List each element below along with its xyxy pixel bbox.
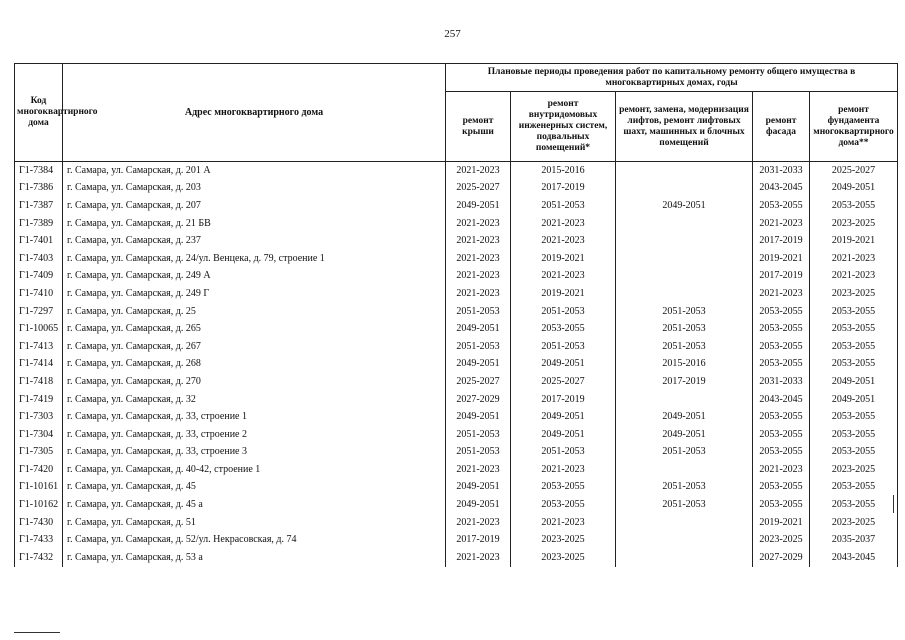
periods-group-header: Плановые периоды проведения работ по капитальному ремонту общего имущества в многоквартирных домах, годы bbox=[446, 64, 898, 92]
facade-header: ремонт фасада bbox=[753, 92, 810, 162]
cell-facade: 2053-2055 bbox=[753, 197, 810, 215]
cell-internal: 2053-2055 bbox=[511, 320, 616, 338]
cell-facade: 2031-2033 bbox=[753, 373, 810, 391]
cell-lifts bbox=[616, 391, 753, 409]
cell-code: Г1-7432 bbox=[15, 549, 63, 567]
cell-code: Г1-7389 bbox=[15, 215, 63, 233]
cell-address: г. Самара, ул. Самарская, д. 51 bbox=[63, 514, 446, 532]
cell-internal: 2023-2025 bbox=[511, 549, 616, 567]
roof-header: ремонт крыши bbox=[446, 92, 511, 162]
cell-foundation: 2053-2055 bbox=[810, 197, 898, 215]
cell-facade: 2043-2045 bbox=[753, 391, 810, 409]
page-number: 257 bbox=[444, 28, 461, 40]
cell-lifts: 2051-2053 bbox=[616, 303, 753, 321]
cell-internal: 2051-2053 bbox=[511, 338, 616, 356]
cell-code: Г1-7430 bbox=[15, 514, 63, 532]
cell-address: г. Самара, ул. Самарская, д. 24/ул. Венцека, д. 79, строение 1 bbox=[63, 250, 446, 268]
cell-lifts: 2051-2053 bbox=[616, 338, 753, 356]
cell-internal: 2051-2053 bbox=[511, 444, 616, 462]
table-row bbox=[15, 197, 898, 215]
cell-code: Г1-7403 bbox=[15, 250, 63, 268]
cell-foundation: 2019-2021 bbox=[810, 232, 898, 250]
cell-code: Г1-7409 bbox=[15, 268, 63, 286]
cell-address: г. Самара, ул. Самарская, д. 45 а bbox=[63, 496, 446, 514]
table-row bbox=[15, 215, 898, 233]
cell-address: г. Самара, ул. Самарская, д. 207 bbox=[63, 197, 446, 215]
cell-address: г. Самара, ул. Самарская, д. 249 А bbox=[63, 268, 446, 286]
cell-facade: 2021-2023 bbox=[753, 285, 810, 303]
cell-roof: 2021-2023 bbox=[446, 250, 511, 268]
cell-code: Г1-7305 bbox=[15, 444, 63, 462]
table-row bbox=[15, 391, 898, 409]
cell-code: Г1-7401 bbox=[15, 232, 63, 250]
cell-code: Г1-7419 bbox=[15, 391, 63, 409]
table-row bbox=[15, 479, 898, 497]
cell-address: г. Самара, ул. Самарская, д. 40-42, строение 1 bbox=[63, 461, 446, 479]
cell-address: г. Самара, ул. Самарская, д. 52/ул. Некрасовская, д. 74 bbox=[63, 531, 446, 549]
cell-lifts bbox=[616, 215, 753, 233]
cell-foundation: 2053-2055 bbox=[810, 408, 898, 426]
table-row bbox=[15, 496, 898, 514]
cell-roof: 2021-2023 bbox=[446, 285, 511, 303]
cell-code: Г1-7420 bbox=[15, 461, 63, 479]
table-row bbox=[15, 250, 898, 268]
cell-lifts bbox=[616, 268, 753, 286]
table-row bbox=[15, 180, 898, 198]
cell-foundation: 2023-2025 bbox=[810, 215, 898, 233]
capital-repair-table bbox=[14, 63, 898, 567]
cell-foundation: 2053-2055 bbox=[810, 426, 898, 444]
cell-internal: 2021-2023 bbox=[511, 514, 616, 532]
cell-internal: 2051-2053 bbox=[511, 303, 616, 321]
cell-address: г. Самара, ул. Самарская, д. 33, строение 1 bbox=[63, 408, 446, 426]
cell-code: Г1-10162 bbox=[15, 496, 63, 514]
cell-address: г. Самара, ул. Самарская, д. 249 Г bbox=[63, 285, 446, 303]
cell-internal: 2019-2021 bbox=[511, 250, 616, 268]
cell-facade: 2053-2055 bbox=[753, 320, 810, 338]
cell-address: г. Самара, ул. Самарская, д. 203 bbox=[63, 180, 446, 198]
cell-facade: 2019-2021 bbox=[753, 514, 810, 532]
cell-roof: 2021-2023 bbox=[446, 549, 511, 567]
cell-code: Г1-7386 bbox=[15, 180, 63, 198]
cell-facade: 2043-2045 bbox=[753, 180, 810, 198]
cell-lifts: 2049-2051 bbox=[616, 408, 753, 426]
cell-internal: 2049-2051 bbox=[511, 426, 616, 444]
cell-facade: 2053-2055 bbox=[753, 408, 810, 426]
cell-address: г. Самара, ул. Самарская, д. 25 bbox=[63, 303, 446, 321]
table-row bbox=[15, 426, 898, 444]
cell-facade: 2053-2055 bbox=[753, 444, 810, 462]
cell-roof: 2049-2051 bbox=[446, 479, 511, 497]
cell-address: г. Самара, ул. Самарская, д. 32 bbox=[63, 391, 446, 409]
cell-roof: 2049-2051 bbox=[446, 320, 511, 338]
cell-roof: 2025-2027 bbox=[446, 180, 511, 198]
cell-roof: 2027-2029 bbox=[446, 391, 511, 409]
scan-edge-mark bbox=[893, 495, 894, 513]
cell-internal: 2017-2019 bbox=[511, 391, 616, 409]
cell-roof: 2017-2019 bbox=[446, 531, 511, 549]
cell-address: г. Самара, ул. Самарская, д. 21 БВ bbox=[63, 215, 446, 233]
cell-code: Г1-7304 bbox=[15, 426, 63, 444]
cell-facade: 2017-2019 bbox=[753, 232, 810, 250]
lifts-header: ремонт, замена, модернизация лифтов, ремонт лифтовых шахт, машинных и блочных помещений bbox=[616, 92, 753, 162]
table-row bbox=[15, 285, 898, 303]
cell-facade: 2023-2025 bbox=[753, 531, 810, 549]
table-body bbox=[15, 162, 898, 567]
cell-facade: 2053-2055 bbox=[753, 496, 810, 514]
cell-lifts: 2051-2053 bbox=[616, 496, 753, 514]
table-row bbox=[15, 320, 898, 338]
cell-roof: 2051-2053 bbox=[446, 426, 511, 444]
cell-internal: 2019-2021 bbox=[511, 285, 616, 303]
cell-facade: 2053-2055 bbox=[753, 303, 810, 321]
cell-code: Г1-10161 bbox=[15, 479, 63, 497]
cell-lifts bbox=[616, 514, 753, 532]
cell-facade: 2053-2055 bbox=[753, 479, 810, 497]
cell-foundation: 2023-2025 bbox=[810, 461, 898, 479]
cell-code: Г1-7413 bbox=[15, 338, 63, 356]
cell-code: Г1-7418 bbox=[15, 373, 63, 391]
cell-roof: 2021-2023 bbox=[446, 162, 511, 180]
cell-lifts bbox=[616, 162, 753, 180]
cell-address: г. Самара, ул. Самарская, д. 45 bbox=[63, 479, 446, 497]
cell-internal: 2017-2019 bbox=[511, 180, 616, 198]
table-row bbox=[15, 549, 898, 567]
cell-foundation: 2053-2055 bbox=[810, 479, 898, 497]
cell-facade: 2021-2023 bbox=[753, 461, 810, 479]
cell-code: Г1-7414 bbox=[15, 356, 63, 374]
cell-internal: 2021-2023 bbox=[511, 268, 616, 286]
table-row bbox=[15, 338, 898, 356]
cell-roof: 2049-2051 bbox=[446, 356, 511, 374]
table-row bbox=[15, 408, 898, 426]
cell-foundation: 2049-2051 bbox=[810, 391, 898, 409]
table-row bbox=[15, 268, 898, 286]
cell-lifts: 2051-2053 bbox=[616, 479, 753, 497]
table-row bbox=[15, 356, 898, 374]
table-row bbox=[15, 232, 898, 250]
cell-code: Г1-7433 bbox=[15, 531, 63, 549]
cell-lifts: 2017-2019 bbox=[616, 373, 753, 391]
cell-address: г. Самара, ул. Самарская, д. 270 bbox=[63, 373, 446, 391]
cell-lifts bbox=[616, 250, 753, 268]
cell-roof: 2049-2051 bbox=[446, 408, 511, 426]
cell-foundation: 2025-2027 bbox=[810, 162, 898, 180]
cell-foundation: 2021-2023 bbox=[810, 250, 898, 268]
cell-foundation: 2035-2037 bbox=[810, 531, 898, 549]
cell-roof: 2025-2027 bbox=[446, 373, 511, 391]
cell-roof: 2049-2051 bbox=[446, 197, 511, 215]
cell-foundation: 2043-2045 bbox=[810, 549, 898, 567]
cell-foundation: 2053-2055 bbox=[810, 356, 898, 374]
cell-roof: 2051-2053 bbox=[446, 338, 511, 356]
foundation-header: ремонт фундамента многоквартирного дома** bbox=[810, 92, 898, 162]
cell-internal: 2051-2053 bbox=[511, 197, 616, 215]
cell-facade: 2053-2055 bbox=[753, 426, 810, 444]
cell-address: г. Самара, ул. Самарская, д. 268 bbox=[63, 356, 446, 374]
cell-internal: 2053-2055 bbox=[511, 479, 616, 497]
table-row bbox=[15, 514, 898, 532]
table-row bbox=[15, 444, 898, 462]
table-row bbox=[15, 303, 898, 321]
cell-code: Г1-7297 bbox=[15, 303, 63, 321]
cell-lifts: 2049-2051 bbox=[616, 197, 753, 215]
cell-roof: 2051-2053 bbox=[446, 303, 511, 321]
cell-lifts bbox=[616, 461, 753, 479]
cell-internal: 2015-2016 bbox=[511, 162, 616, 180]
cell-foundation: 2053-2055 bbox=[810, 303, 898, 321]
cell-foundation: 2053-2055 bbox=[810, 496, 898, 514]
cell-roof: 2051-2053 bbox=[446, 444, 511, 462]
cell-lifts bbox=[616, 549, 753, 567]
cell-address: г. Самара, ул. Самарская, д. 33, строение 2 bbox=[63, 426, 446, 444]
cell-internal: 2049-2051 bbox=[511, 356, 616, 374]
internal-systems-header: ремонт внутридомовых инженерных систем, подвальных помещений* bbox=[511, 92, 616, 162]
footnote-rule bbox=[14, 632, 60, 633]
cell-lifts: 2015-2016 bbox=[616, 356, 753, 374]
cell-lifts: 2049-2051 bbox=[616, 426, 753, 444]
cell-internal: 2021-2023 bbox=[511, 215, 616, 233]
cell-foundation: 2053-2055 bbox=[810, 320, 898, 338]
cell-address: г. Самара, ул. Самарская, д. 267 bbox=[63, 338, 446, 356]
cell-internal: 2053-2055 bbox=[511, 496, 616, 514]
table-row bbox=[15, 461, 898, 479]
cell-roof: 2021-2023 bbox=[446, 232, 511, 250]
cell-lifts: 2051-2053 bbox=[616, 320, 753, 338]
cell-foundation: 2049-2051 bbox=[810, 373, 898, 391]
cell-facade: 2053-2055 bbox=[753, 338, 810, 356]
cell-address: г. Самара, ул. Самарская, д. 265 bbox=[63, 320, 446, 338]
cell-facade: 2031-2033 bbox=[753, 162, 810, 180]
cell-roof: 2021-2023 bbox=[446, 268, 511, 286]
cell-roof: 2049-2051 bbox=[446, 496, 511, 514]
cell-facade: 2053-2055 bbox=[753, 356, 810, 374]
cell-address: г. Самара, ул. Самарская, д. 33, строение 3 bbox=[63, 444, 446, 462]
cell-code: Г1-7384 bbox=[15, 162, 63, 180]
cell-roof: 2021-2023 bbox=[446, 215, 511, 233]
cell-lifts bbox=[616, 531, 753, 549]
cell-lifts bbox=[616, 232, 753, 250]
cell-code: Г1-7387 bbox=[15, 197, 63, 215]
cell-address: г. Самара, ул. Самарская, д. 53 а bbox=[63, 549, 446, 567]
cell-address: г. Самара, ул. Самарская, д. 201 А bbox=[63, 162, 446, 180]
cell-internal: 2021-2023 bbox=[511, 461, 616, 479]
cell-internal: 2021-2023 bbox=[511, 232, 616, 250]
cell-foundation: 2053-2055 bbox=[810, 444, 898, 462]
cell-foundation: 2023-2025 bbox=[810, 285, 898, 303]
code-header: Код многоквартирного дома bbox=[15, 64, 63, 162]
cell-lifts: 2051-2053 bbox=[616, 444, 753, 462]
table-row bbox=[15, 373, 898, 391]
cell-code: Г1-7303 bbox=[15, 408, 63, 426]
table-row bbox=[15, 162, 898, 180]
cell-internal: 2049-2051 bbox=[511, 408, 616, 426]
cell-code: Г1-7410 bbox=[15, 285, 63, 303]
cell-roof: 2021-2023 bbox=[446, 461, 511, 479]
cell-foundation: 2049-2051 bbox=[810, 180, 898, 198]
address-header: Адрес многоквартирного дома bbox=[63, 64, 446, 162]
cell-facade: 2019-2021 bbox=[753, 250, 810, 268]
cell-internal: 2025-2027 bbox=[511, 373, 616, 391]
cell-roof: 2021-2023 bbox=[446, 514, 511, 532]
cell-facade: 2027-2029 bbox=[753, 549, 810, 567]
table-row bbox=[15, 531, 898, 549]
cell-internal: 2023-2025 bbox=[511, 531, 616, 549]
cell-foundation: 2021-2023 bbox=[810, 268, 898, 286]
cell-lifts bbox=[616, 285, 753, 303]
cell-facade: 2017-2019 bbox=[753, 268, 810, 286]
cell-foundation: 2053-2055 bbox=[810, 338, 898, 356]
cell-address: г. Самара, ул. Самарская, д. 237 bbox=[63, 232, 446, 250]
cell-facade: 2021-2023 bbox=[753, 215, 810, 233]
cell-foundation: 2023-2025 bbox=[810, 514, 898, 532]
cell-lifts bbox=[616, 180, 753, 198]
cell-code: Г1-10065 bbox=[15, 320, 63, 338]
